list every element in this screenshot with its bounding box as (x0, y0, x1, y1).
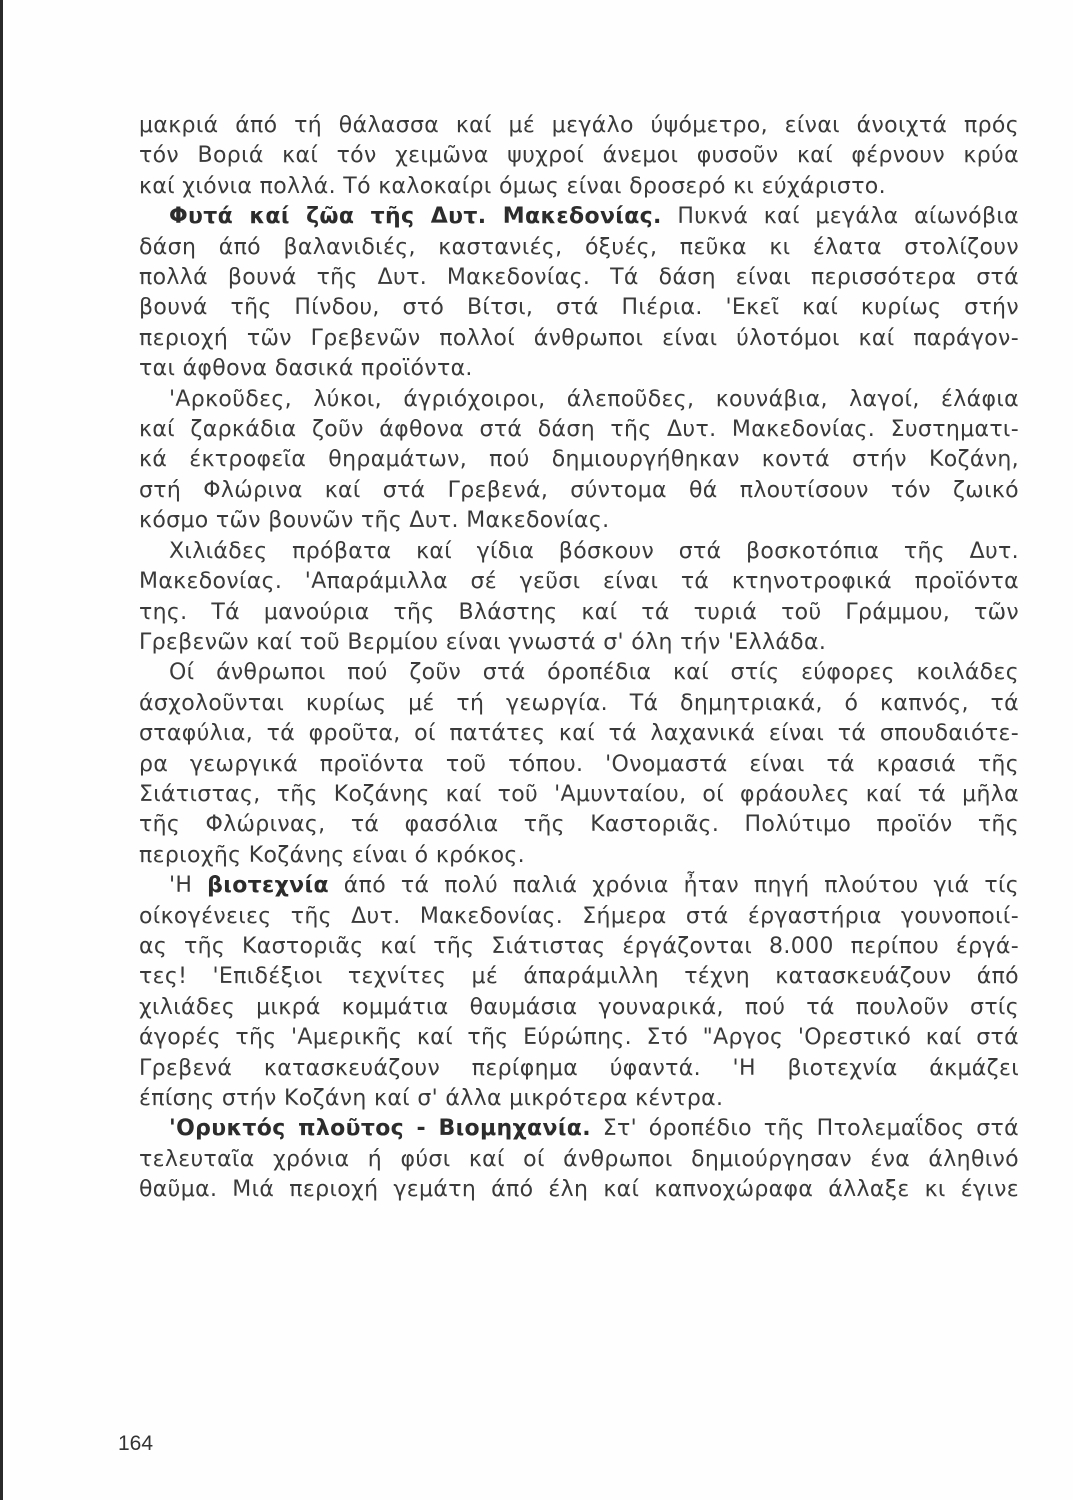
line-text: κά έκτροφεῖα θηραμάτων, πού δημιουργήθηκαν κοντά στήν Κοζάνη, (139, 447, 1019, 473)
text-line (139, 111, 1019, 141)
line-text: σταφύλια, τά φροῦτα, οί πατάτες καί τά λαχανικά είναι τά σπουδαιότε- (139, 721, 1019, 747)
page-edge-shadow (0, 0, 3, 1500)
line-text: πολλά βουνά τῆς Δυτ. Μακεδονίας. Τά δάση είναι περισσότερα στά (139, 265, 1019, 291)
text-line (139, 476, 1019, 506)
line-text: δάση άπό βαλανιδιές, καστανιές, όξυές, πεῦκα κι έλατα στολίζουν (139, 234, 1019, 260)
line-text: της. Τά μανούρια τῆς Βλάστης καί τά τυριά τοῦ Γράμμου, τῶν (139, 599, 1019, 625)
line-text: οίκογένειες τῆς Δυτ. Μακεδονίας. Σήμερα στά έργαστήρια γουνοποιί- (139, 903, 1019, 929)
section-heading: 'Ορυκτός πλοῦτος - Βιομηχανία. (169, 1116, 591, 1142)
text-line (139, 445, 1019, 475)
text-line (139, 385, 1019, 415)
text-line (139, 719, 1019, 749)
text-line (139, 324, 1019, 354)
text-line (139, 993, 1019, 1023)
line-text: έπίσης στήν Κοζάνη καί σ' άλλα μικρότερα κέντρα. (139, 1086, 724, 1111)
text-line (139, 902, 1019, 932)
text-line (139, 658, 1019, 688)
line-text: Γρεβενά κατασκευάζουν περίφημα ύφαντά. 'Η βιοτεχνία άκμάζει (139, 1055, 1019, 1081)
line-text: κόσμο τῶν βουνῶν τῆς Δυτ. Μακεδονίας. (139, 508, 610, 534)
text-line (139, 1145, 1019, 1175)
body-text (139, 111, 1019, 1206)
text-line (139, 871, 1019, 901)
line-text: μακριά άπό τή θάλασσα καί μέ μεγάλο ύψόμετρο, είναι άνοιχτά πρός (139, 113, 1019, 138)
text-line (139, 841, 1019, 871)
text-line (139, 810, 1019, 840)
line-text: περιοχή τῶν Γρεβενῶν πολλοί άνθρωποι είναι ύλοτόμοι καί παράγον- (139, 325, 1019, 351)
text-line (139, 506, 1019, 536)
line-text: καί ζαρκάδια ζοῦν άφθονα στά δάση τῆς Δυτ. Μακεδονίας. Συστηματι- (139, 417, 1019, 443)
text-line (139, 354, 1019, 384)
section-heading: Φυτά καί ζῶα τῆς Δυτ. Μακεδονίας. (169, 204, 662, 230)
text-line (139, 750, 1019, 780)
text-line (139, 1084, 1019, 1114)
text-line (139, 202, 1019, 232)
text-line (139, 1023, 1019, 1053)
line-text: βουνά τῆς Πίνδου, στό Βίτσι, στά Πιέρια. 'Εκεῖ καί κυρίως στήν (139, 295, 1019, 321)
line-text: ας τῆς Καστοριᾶς καί τῆς Σιάτιστας έργάζονται 8.000 περίπου έργά- (139, 933, 1019, 959)
text-line (139, 263, 1019, 293)
line-text: ται άφθονα δασικά προϊόντα. (139, 356, 473, 382)
line-text: Μακεδονίας. 'Απαράμιλλα σέ γεῦσι είναι τά κτηνοτροφικά προϊόντα (139, 569, 1019, 595)
line-text: θαῦμα. Μιά περιοχή γεμάτη άπό έλη καί καπνοχώραφα άλλαξε κι έγινε (139, 1177, 1019, 1203)
text-line (139, 141, 1019, 171)
line-text: τες! 'Επιδέξιοι τεχνίτες μέ άπαράμιλλη τέχνη κατασκευάζουν άπό (139, 964, 1019, 990)
line-text: περιοχῆς Κοζάνης είναι ό κρόκος. (139, 842, 525, 868)
line-text: Γρεβενῶν καί τοῦ Βερμίου είναι γνωστά σ' όλη τήν 'Ελλάδα. (139, 629, 827, 655)
line-text: Πυκνά καί μεγάλα αίωνόβια (661, 204, 1019, 230)
text-line (139, 932, 1019, 962)
line-text: τῆς Φλώρινας, τά φασόλια τῆς Καστοριᾶς. Πολύτιμο προϊόν τῆς (139, 812, 1019, 838)
line-text: Σιάτιστας, τῆς Κοζάνης καί τοῦ 'Αμυνταίου, οί φράουλες καί τά μῆλα (139, 781, 1019, 807)
text-line (139, 628, 1019, 658)
line-text: στή Φλώρινα καί στά Γρεβενά, σύντομα θά πλουτίσουν τόν ζωικό (139, 477, 1019, 503)
text-line (139, 172, 1019, 202)
text-line (139, 567, 1019, 597)
line-text: άσχολοῦνται κυρίως μέ τή γεωργία. Τά δημητριακά, ό καπνός, τά (139, 690, 1019, 716)
text-line (139, 293, 1019, 323)
line-text: τόν Βοριά καί τόν χειμῶνα ψυχροί άνεμοι φυσοῦν καί φέρνουν κρύα (139, 143, 1019, 169)
text-line (139, 537, 1019, 567)
page-number: 164 (118, 1432, 154, 1455)
line-text: Χιλιάδες πρόβατα καί γίδια βόσκουν στά βοσκοτόπια τῆς Δυτ. (169, 538, 1019, 564)
text-line (139, 233, 1019, 263)
line-text: 'Αρκοῦδες, λύκοι, άγριόχοιροι, άλεποῦδες, κουνάβια, λαγοί, έλάφια (169, 386, 1019, 412)
text-line (139, 1054, 1019, 1084)
line-text: τελευταῖα χρόνια ή φύσι καί οί άνθρωποι δημιούργησαν ένα άληθινό (139, 1146, 1019, 1172)
text-line (139, 962, 1019, 992)
line-text: άπό τά πολύ παλιά χρόνια ἦταν πηγή πλούτου γιά τίς (328, 873, 1020, 899)
line-text: χιλιάδες μικρά κομμάτια θαυμάσια γουναρικά, πού τά πουλοῦν στίς (139, 994, 1019, 1020)
text-line (139, 1175, 1019, 1205)
line-text: ρα γεωργικά προϊόντα τοῦ τόπου. 'Ονομαστά είναι τά κρασιά τῆς (139, 751, 1019, 777)
line-text: άγορές τῆς 'Αμερικῆς καί τῆς Εύρώπης. Στό "Αργος 'Ορεστικό καί στά (139, 1025, 1019, 1051)
text-line (139, 415, 1019, 445)
line-text: Οί άνθρωποι πού ζοῦν στά όροπέδια καί στίς εύφορες κοιλάδες (169, 660, 1019, 686)
text-line (139, 1114, 1019, 1144)
section-heading: βιοτεχνία (207, 873, 329, 899)
text-line (139, 598, 1019, 628)
line-prefix: 'Η (169, 873, 208, 899)
line-text: Στ' όροπέδιο τῆς Πτολεμαΐδος στά (590, 1116, 1019, 1142)
text-line (139, 689, 1019, 719)
text-line (139, 780, 1019, 810)
line-text: καί χιόνια πολλά. Τό καλοκαίρι όμως είναι δροσερό κι εύχάριστο. (139, 173, 886, 199)
